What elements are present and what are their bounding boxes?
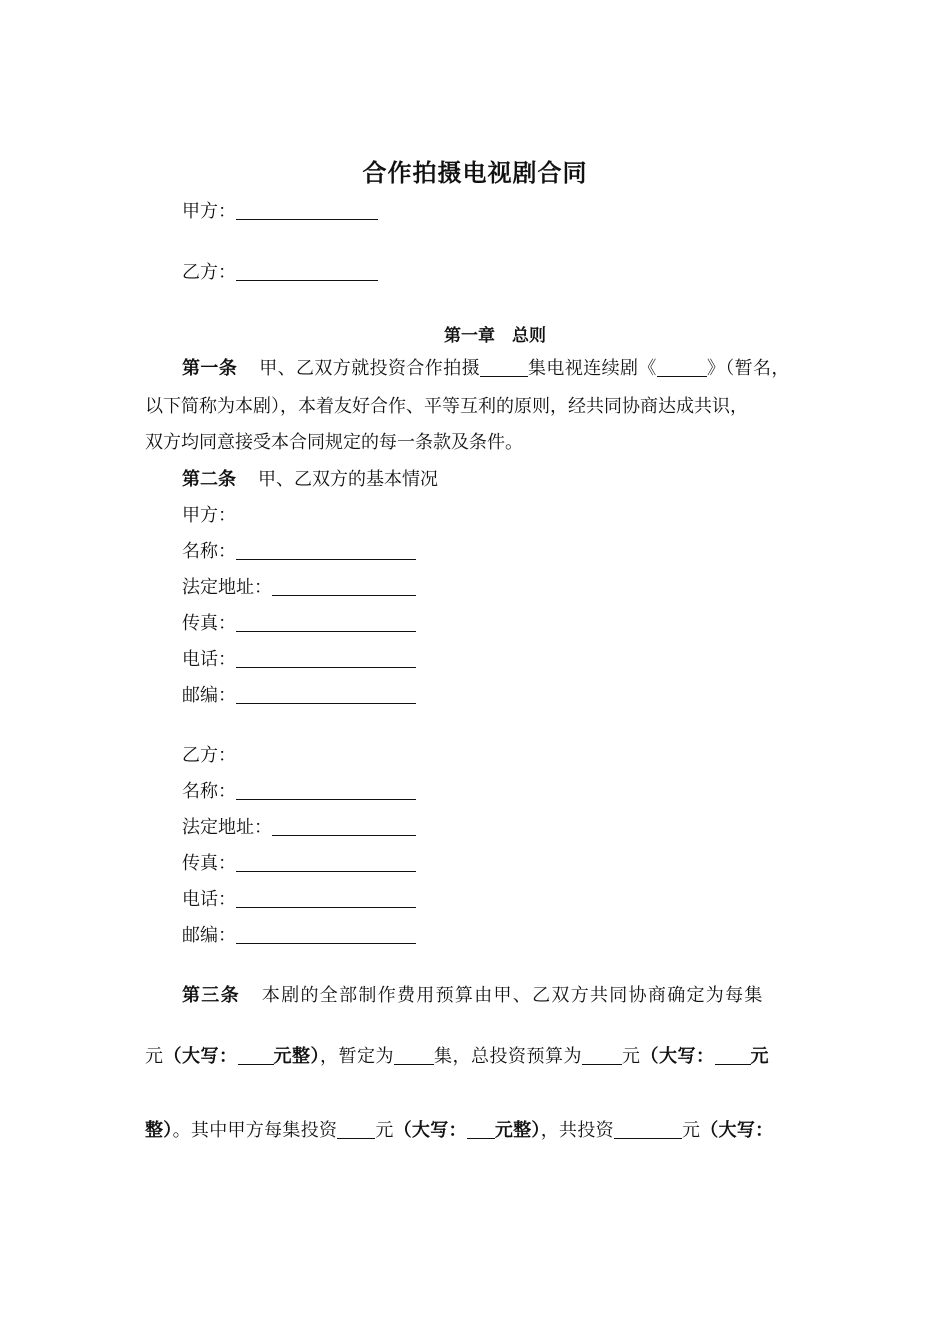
party-b-address-blank[interactable] — [272, 815, 416, 836]
article-2-text: 甲、乙双方的基本情况 — [258, 469, 438, 490]
field-label: 法定地址： — [182, 577, 272, 598]
article-1-line-3: 双方均同意接受本合同规定的每一条款及条件。 — [145, 432, 523, 453]
party-a-per-episode-blank[interactable] — [337, 1118, 375, 1139]
party-a-postcode-blank[interactable] — [236, 683, 416, 704]
article-1-line-1 — [182, 354, 790, 384]
total-budget-blank[interactable] — [582, 1044, 622, 1065]
chapter-heading: 第一章 总则 — [444, 326, 546, 346]
article-1-text-3: 》（暂名， — [706, 358, 790, 379]
text: （大写： — [163, 1046, 238, 1067]
article-3-line-3 — [145, 1116, 773, 1146]
total-budget-words-blank[interactable] — [715, 1044, 751, 1065]
article-1-text: 甲、乙双方就投资合作拍摄 — [259, 358, 481, 379]
party-a-blank[interactable] — [236, 199, 378, 220]
text: ，共投资 — [540, 1120, 614, 1141]
article-2-head: 第二条 — [182, 469, 236, 490]
text: 整） — [145, 1120, 173, 1141]
article-3-line-2 — [145, 1042, 769, 1072]
text: （大写： — [393, 1120, 467, 1141]
party-a-address-row — [182, 573, 416, 603]
text: 元 — [681, 1120, 701, 1141]
party-a-phone-row — [182, 645, 416, 675]
text: 元 — [622, 1046, 641, 1067]
document-title: 合作拍摄电视剧合同 — [362, 159, 588, 187]
party-a-name-row — [182, 537, 416, 567]
party-b-address-row — [182, 813, 416, 843]
text: 集，总投资预算为 — [434, 1046, 582, 1067]
field-label: 电话： — [182, 649, 236, 670]
field-label: 电话： — [182, 889, 236, 910]
party-b-phone-blank[interactable] — [236, 887, 416, 908]
party-a-header — [182, 197, 378, 227]
text: 元 — [750, 1046, 769, 1067]
article-3-line-1 — [182, 981, 764, 1011]
article-1-line-2: 以下简称为本剧），本着友好合作、平等互利的原则，经共同协商达成共识， — [145, 396, 748, 417]
party-a-phone-blank[interactable] — [236, 647, 416, 668]
party-b-fax-row — [182, 849, 416, 879]
party-a-postcode-row — [182, 681, 416, 711]
text: 元整） — [494, 1120, 541, 1141]
field-label: 邮编： — [182, 685, 236, 706]
field-label: 邮编： — [182, 925, 236, 946]
field-label: 传真： — [182, 613, 236, 634]
party-b-phone-row — [182, 885, 416, 915]
party-b-header — [182, 258, 378, 288]
text: （大写： — [700, 1120, 774, 1141]
text: 元 — [145, 1046, 164, 1067]
series-title-blank[interactable] — [657, 356, 707, 377]
party-a-fax-blank[interactable] — [236, 611, 416, 632]
text: 元整） — [273, 1046, 320, 1067]
party-b-section-label: 乙方： — [182, 745, 236, 766]
text: ，暂定为 — [320, 1046, 394, 1067]
article-2-line — [182, 465, 438, 495]
party-a-label: 甲方： — [182, 201, 236, 222]
party-b-label: 乙方： — [182, 262, 236, 283]
article-3-text: 本剧的全部制作费用预算由甲、乙双方共同协商确定为每集 — [261, 985, 764, 1006]
party-a-per-episode-words-blank[interactable] — [467, 1118, 495, 1139]
party-b-fax-blank[interactable] — [236, 851, 416, 872]
article-3-head: 第三条 — [182, 985, 240, 1006]
party-b-postcode-blank[interactable] — [236, 923, 416, 944]
party-b-name-row — [182, 777, 416, 807]
text: 元 — [375, 1120, 394, 1141]
field-label: 传真： — [182, 853, 236, 874]
field-label: 名称： — [182, 541, 236, 562]
text: （大写： — [640, 1046, 715, 1067]
article-1-text-2: 集电视连续剧《 — [528, 358, 657, 379]
party-a-address-blank[interactable] — [272, 575, 416, 596]
party-a-name-blank[interactable] — [236, 539, 416, 560]
text: 。其中甲方每集投资 — [172, 1120, 338, 1141]
party-b-name-blank[interactable] — [236, 779, 416, 800]
party-b-postcode-row — [182, 921, 416, 951]
article-1-head: 第一条 — [182, 358, 238, 379]
party-b-blank[interactable] — [236, 260, 378, 281]
party-a-fax-row — [182, 609, 416, 639]
episode-count-blank[interactable] — [480, 356, 528, 377]
budget-per-episode-words-blank[interactable] — [238, 1044, 274, 1065]
field-label: 名称： — [182, 781, 236, 802]
party-a-total-blank[interactable] — [614, 1118, 682, 1139]
episode-total-blank[interactable] — [394, 1044, 434, 1065]
party-a-section-label: 甲方： — [182, 505, 236, 526]
field-label: 法定地址： — [182, 817, 272, 838]
